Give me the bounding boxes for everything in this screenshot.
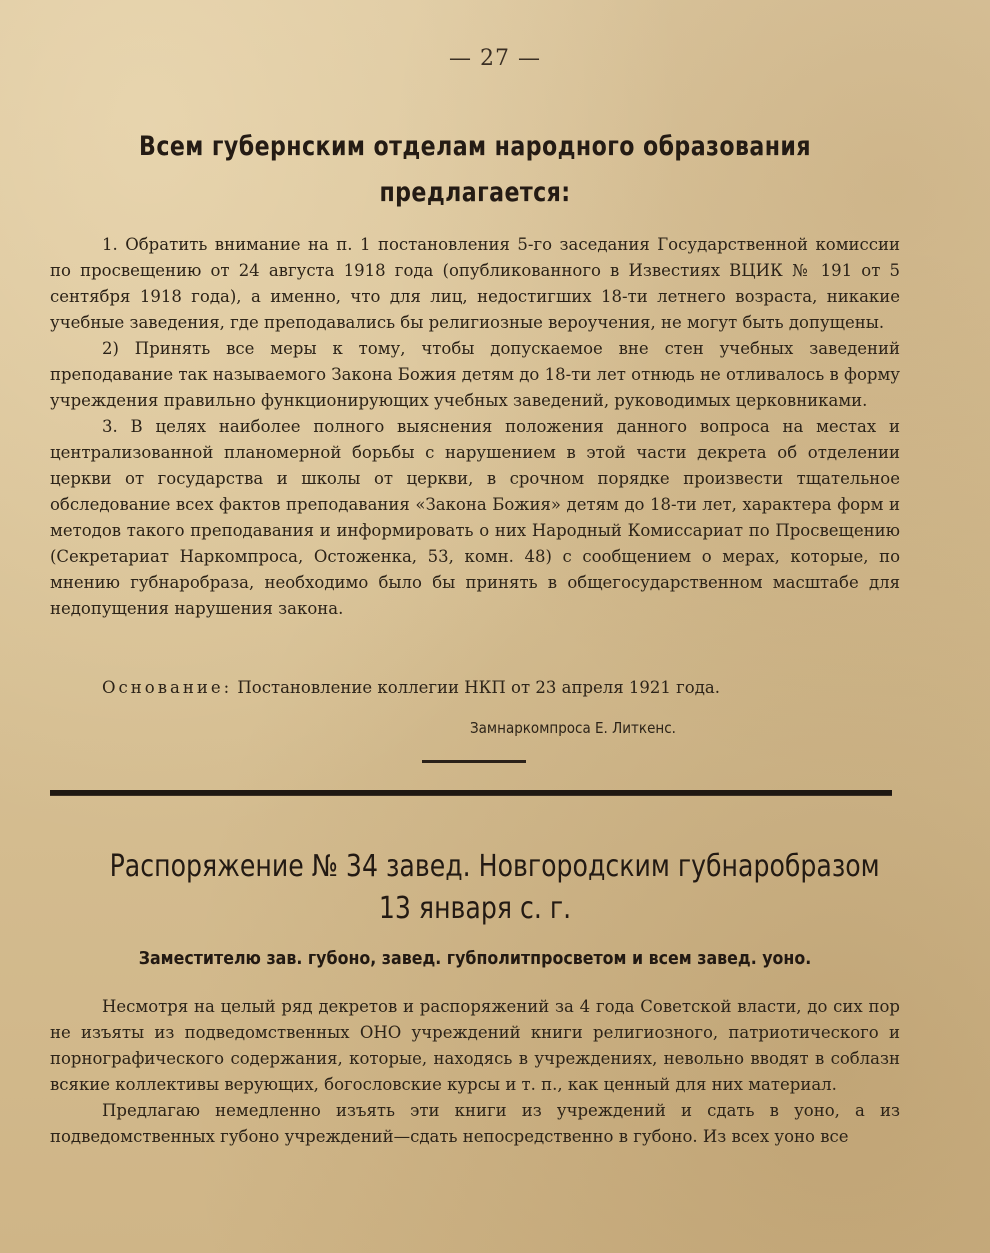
section2-title (109, 846, 880, 930)
section1-paragraph-3: 3. В целях наиболее полного выяснения положения данного вопроса на местах и централизованной планомерной борьбы с нарушением в этой части декрета об отделении церкви от государства и школы от церкви, в срочном порядке произвести тщательное обследование всех фактов преподавания «Закона Божия» детям до 18-ти лет, характера форм и методов такого преподавания и информировать о них Народный Комиссариат по Просвещению (Секретариат Наркомпроса, Остоженка, 53, комн. 48) с сообщением о мерах, которые, по мнению губнаробраза, необходимо было бы принять в общегосударственном масштабе для недопущения нарушения закона. (50, 417, 900, 618)
basis-label: Основание: (102, 678, 233, 697)
section2-title-line2: 13 января с. г. (378, 891, 572, 926)
section2-body (50, 994, 900, 1150)
section1-body (50, 232, 900, 622)
section1-paragraph-1: 1. Обратить внимание на п. 1 постановления 5-го заседания Государственной комиссии по просвещению от 24 августа 1918 года (опубликованного в Известиях ВЦИК № 191 от 5 сентября 1918 года), а именно, что для лиц, недостигших 18-ти летнего возраста, никакие учебные заведения, где преподавались бы религиозные вероучения, не могут быть допущены. (50, 235, 900, 332)
section2-title-line1: Распоряжение № 34 завед. Новгородским губнаробразом (109, 849, 880, 884)
section1-title-line2: предлагается: (379, 177, 571, 208)
signature: Замнаркомпроса Е. Литкенс. (470, 719, 676, 737)
page-number: — 27 — (449, 46, 541, 71)
section1-title (135, 124, 816, 216)
section1-title-line1: Всем губернским отделам народного образования (139, 131, 811, 162)
section1-paragraph-2: 2) Принять все меры к тому, чтобы допускаемое вне стен учебных заведений преподавание так называемого Закона Божия детям до 18-ти лет отнюдь не отливалось в форму учреждения правильно функционирующих учебных заведений, руководимых церковниками. (50, 339, 900, 410)
section2-subtitle: Заместителю зав. губоно, завед. губполитпросветом и всем завед. уоно. (138, 948, 812, 969)
basis-text: Постановление коллегии НКП от 23 апреля 1921 года. (237, 678, 720, 697)
section2-paragraph-2: Предлагаю немедленно изъять эти книги из учреждений и сдать в уоно, а из подведомственных губоно учреждений—сдать непосредственно в губоно. Из всех уоно все (50, 1101, 900, 1146)
short-divider (422, 760, 526, 763)
basis-line (102, 675, 720, 701)
section-divider (50, 790, 892, 796)
section2-paragraph-1: Несмотря на целый ряд декретов и распоряжений за 4 года Советской власти, до сих пор не изъяты из подведомственных ОНО учреждений книги религиозного, патриотического и порнографического содержания, которые, находясь в учреждениях, невольно вводят в соблазн всякие коллективы верующих, богословские курсы и т. п., как ценный для них материал. (50, 997, 900, 1094)
